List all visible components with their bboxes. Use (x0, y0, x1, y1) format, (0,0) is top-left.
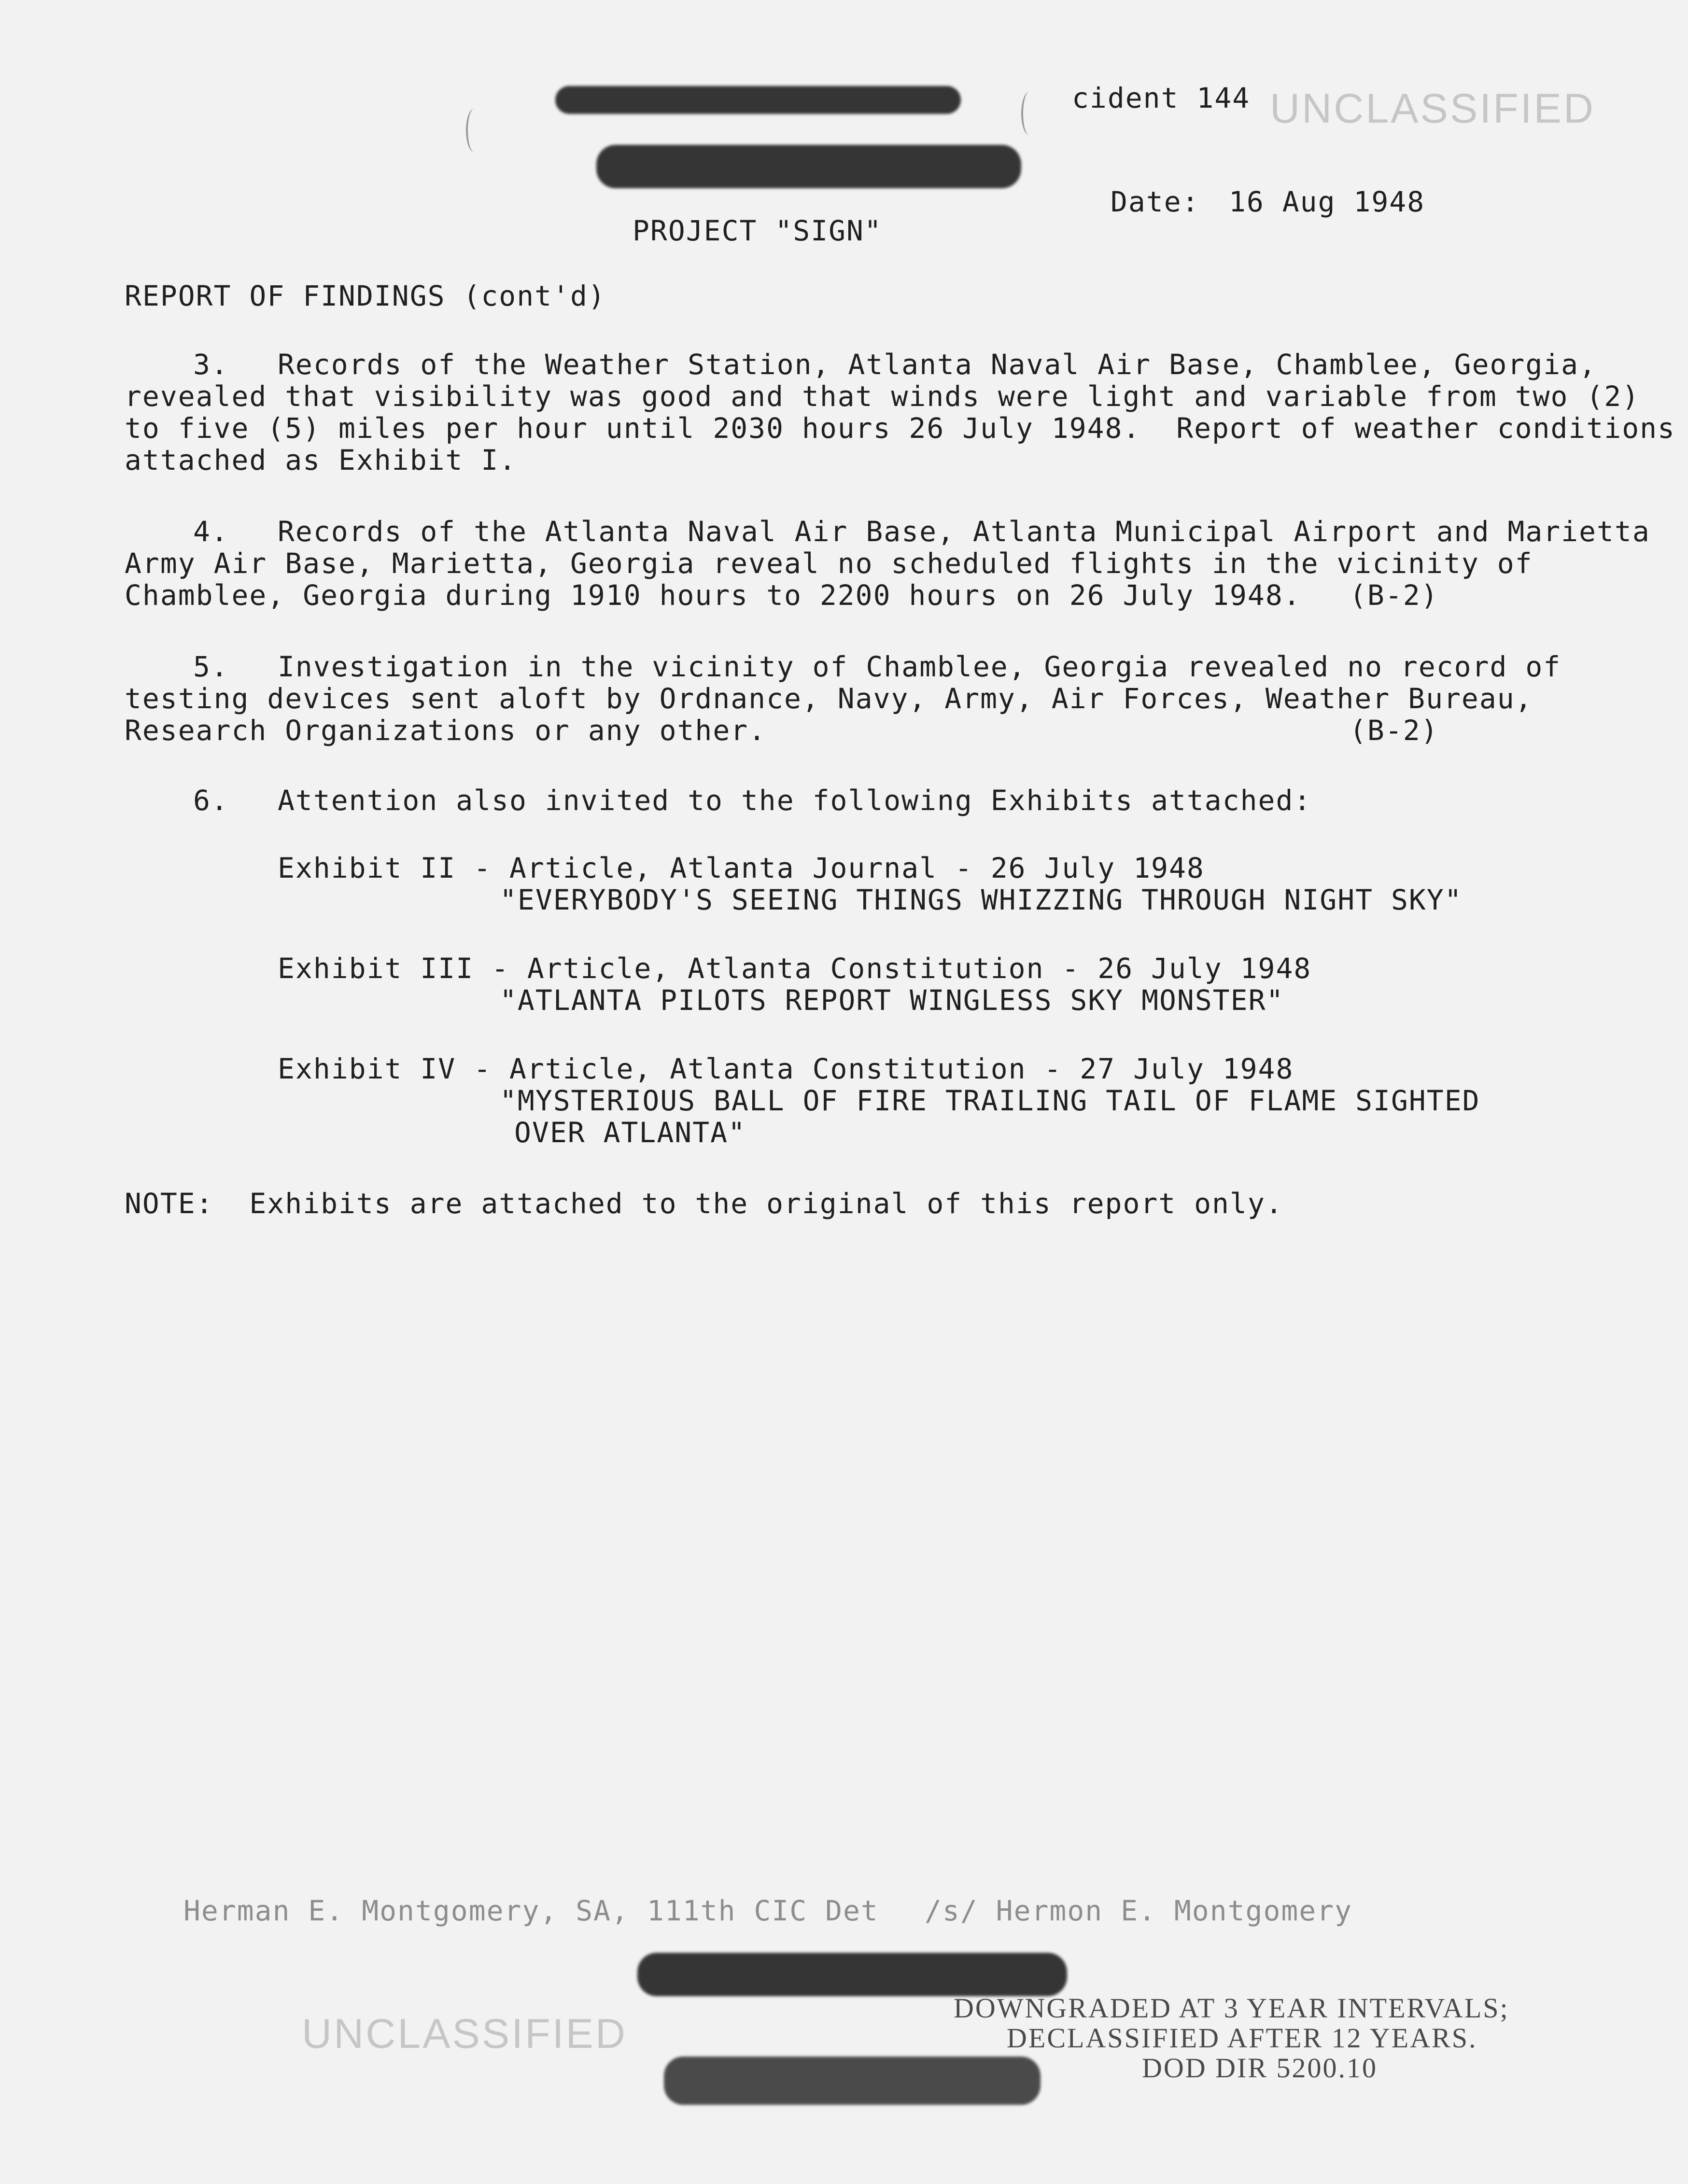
paragraph-4-number: 4. (193, 515, 229, 548)
paragraph-5-line-1: Investigation in the vicinity of Chamblee, Georgia revealed no record of (278, 650, 1561, 683)
report-heading: REPORT OF FINDINGS (cont'd) (125, 280, 606, 312)
exhibit-4-label: Exhibit IV - Article, Atlanta Constitution - 27 July 1948 (278, 1052, 1294, 1085)
paragraph-3-line-4: attached as Exhibit I. (125, 444, 517, 476)
paragraph-3-line-3: to five (5) miles per hour until 2030 hours 26 July 1948. Report of weather conditions (125, 412, 1675, 445)
paragraph-4-line-1: Records of the Atlanta Naval Air Base, Atlanta Municipal Airport and Marietta (278, 515, 1650, 548)
redaction-bar-bottom-2 (664, 2057, 1041, 2105)
date-value: 16 Aug 1948 (1229, 185, 1425, 218)
downgrade-line-1: DOWNGRADED AT 3 YEAR INTERVALS; (954, 1992, 1509, 2024)
downgrade-line-2: DECLASSIFIED AFTER 12 YEARS. (1007, 2022, 1477, 2054)
downgrade-line-3: DOD DIR 5200.10 (1142, 2052, 1378, 2084)
exhibit-2-label: Exhibit II - Article, Atlanta Journal - 26 July 1948 (278, 852, 1205, 884)
exhibit-3-headline: "ATLANTA PILOTS REPORT WINGLESS SKY MONSTER" (500, 984, 1284, 1017)
paragraph-6-text: Attention also invited to the following Exhibits attached: (278, 784, 1312, 817)
paragraph-3-number: 3. (193, 348, 229, 381)
bracket-mark-right (1021, 92, 1038, 135)
bracket-mark-left (466, 109, 482, 152)
paragraph-6-number: 6. (193, 784, 229, 817)
redaction-bar-top (555, 86, 961, 114)
note-text: NOTE: Exhibits are attached to the original of this report only. (125, 1187, 1283, 1220)
exhibit-3-label: Exhibit III - Article, Atlanta Constitution - 26 July 1948 (278, 952, 1312, 985)
paragraph-3-line-1: Records of the Weather Station, Atlanta Naval Air Base, Chamblee, Georgia, (278, 348, 1597, 381)
signature-typed-name: Herman E. Montgomery, SA, 111th CIC Det (183, 1894, 879, 1927)
paragraph-4-line-2: Army Air Base, Marietta, Georgia reveal no scheduled flights in the vicinity of (125, 547, 1533, 580)
exhibit-4-headline-line-2: OVER ATLANTA" (514, 1116, 746, 1149)
exhibit-2-headline: "EVERYBODY'S SEEING THINGS WHIZZING THROUGH NIGHT SKY" (500, 883, 1463, 916)
paragraph-5-line-3: Research Organizations or any other. (125, 714, 767, 747)
redaction-bar-second (596, 145, 1021, 188)
date-label: Date: (1111, 185, 1200, 218)
project-title: PROJECT "SIGN" (633, 214, 882, 247)
incident-label: cident 144 (1072, 82, 1251, 114)
paragraph-5-number: 5. (193, 650, 229, 683)
paragraph-4-rating: (B-2) (1350, 579, 1439, 612)
unclassified-stamp-bottom: UNCLASSIFIED (302, 2011, 628, 2057)
redaction-bar-bottom-1 (637, 1953, 1067, 1996)
paragraph-3-line-2: revealed that visibility was good and that winds were light and variable from two (2) (125, 380, 1640, 413)
paragraph-5-line-2: testing devices sent aloft by Ordnance, Navy, Army, Air Forces, Weather Bureau, (125, 682, 1533, 715)
unclassified-stamp-top: UNCLASSIFIED (1270, 85, 1596, 132)
exhibit-4-headline-line-1: "MYSTERIOUS BALL OF FIRE TRAILING TAIL OF FLAME SIGHTED (500, 1084, 1480, 1117)
paragraph-5-rating: (B-2) (1350, 714, 1439, 747)
signature-signed: /s/ Hermon E. Montgomery (925, 1894, 1353, 1927)
paragraph-4-line-3: Chamblee, Georgia during 1910 hours to 2200 hours on 26 July 1948. (125, 579, 1301, 612)
